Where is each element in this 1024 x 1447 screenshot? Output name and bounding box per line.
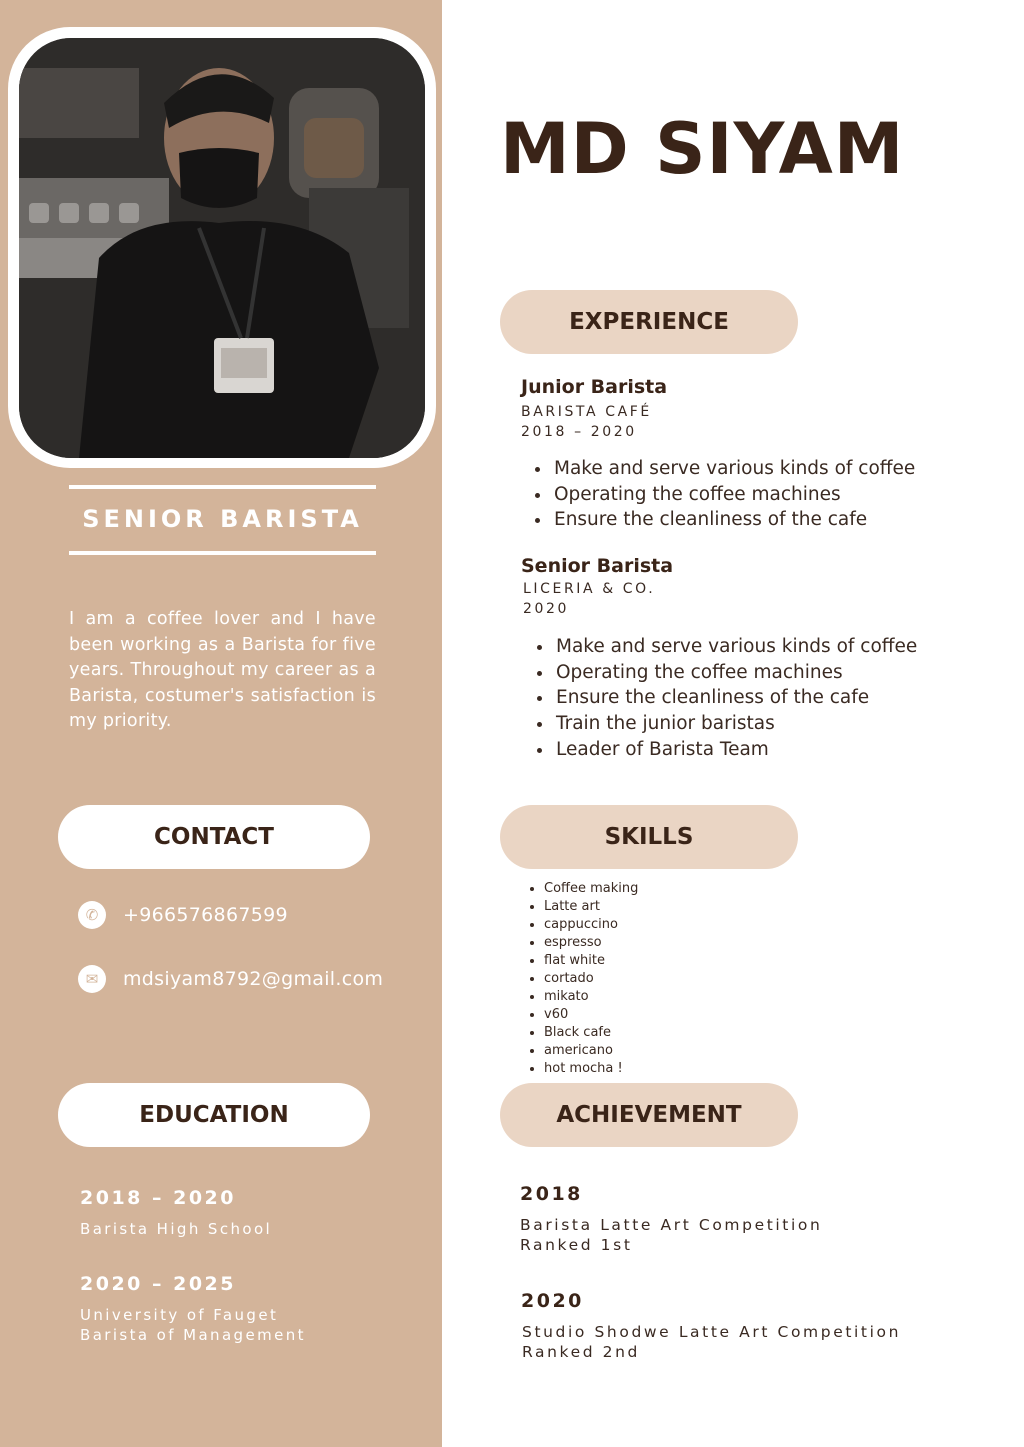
- experience-heading: EXPERIENCE: [500, 290, 798, 354]
- skill-item: • flat white: [544, 952, 638, 970]
- achievement-rank: Ranked 1st: [520, 1236, 633, 1254]
- contact-heading: CONTACT: [58, 805, 370, 869]
- job-duty: • Operating the coffee machines: [554, 660, 917, 686]
- skill-item: • americano: [544, 1042, 638, 1060]
- profile-photo: [19, 38, 425, 458]
- job-duty: • Leader of Barista Team: [554, 737, 917, 763]
- job-company: BARISTA CAFÉ: [521, 404, 652, 420]
- title-rule-top: [69, 485, 376, 489]
- barista-portrait: [19, 38, 425, 458]
- job-role: Senior Barista: [521, 555, 674, 577]
- job-duties-list: [522, 456, 915, 533]
- skill-item: • Black cafe: [544, 1024, 638, 1042]
- achievement-title: Barista Latte Art Competition: [520, 1216, 823, 1234]
- skill-item: • mikato: [544, 988, 638, 1006]
- phone-icon: ✆: [78, 901, 106, 929]
- job-duty: • Ensure the cleanliness of the cafe: [554, 685, 917, 711]
- job-role: Junior Barista: [521, 376, 668, 398]
- contact-phone-row[interactable]: [78, 900, 288, 930]
- job-duty: • Ensure the cleanliness of the cafe: [552, 507, 915, 533]
- skills-heading: SKILLS: [500, 805, 798, 869]
- education-years: 2020 – 2025: [80, 1273, 236, 1295]
- phone-number[interactable]: +966576867599: [123, 904, 288, 926]
- skill-item: • cappuccino: [544, 916, 638, 934]
- skill-item: • cortado: [544, 970, 638, 988]
- skills-list: [500, 880, 638, 1078]
- job-duty: • Make and serve various kinds of coffee: [552, 456, 915, 482]
- job-duty: • Operating the coffee machines: [552, 482, 915, 508]
- candidate-name: MD SIYAM: [500, 108, 905, 190]
- skill-item: • hot mocha !: [544, 1060, 638, 1078]
- profile-summary: I am a coffee lover and I have been working as a Barista for five years. Throughout my career as a Barista, costumer's satisfaction is my priority.: [69, 609, 376, 732]
- achievement-rank: Ranked 2nd: [522, 1343, 641, 1361]
- achievement-year: 2020: [521, 1290, 584, 1312]
- achievement-year: 2018: [520, 1183, 583, 1205]
- education-program: Barista of Management: [80, 1326, 306, 1344]
- job-company: LICERIA & CO.: [523, 581, 656, 597]
- skill-item: • Coffee making: [544, 880, 638, 898]
- mail-icon: ✉: [78, 965, 106, 993]
- job-duty: • Train the junior baristas: [554, 711, 917, 737]
- email-address[interactable]: mdsiyam8792@gmail.com: [123, 968, 384, 990]
- education-school: Barista High School: [80, 1220, 273, 1238]
- job-duties-list: [524, 634, 917, 763]
- job-years: 2020: [523, 601, 570, 617]
- contact-email-row[interactable]: [78, 964, 383, 994]
- skill-item: • espresso: [544, 934, 638, 952]
- title-rule-bottom: [69, 551, 376, 555]
- job-years: 2018 – 2020: [521, 424, 637, 440]
- education-school: University of Fauget: [80, 1306, 279, 1324]
- education-heading: EDUCATION: [58, 1083, 370, 1147]
- achievement-title: Studio Shodwe Latte Art Competition: [522, 1323, 902, 1341]
- skill-item: • v60: [544, 1006, 638, 1024]
- job-title: SENIOR BARISTA: [82, 505, 363, 533]
- job-duty: • Make and serve various kinds of coffee: [554, 634, 917, 660]
- achievement-heading: ACHIEVEMENT: [500, 1083, 798, 1147]
- education-years: 2018 – 2020: [80, 1187, 236, 1209]
- skill-item: • Latte art: [544, 898, 638, 916]
